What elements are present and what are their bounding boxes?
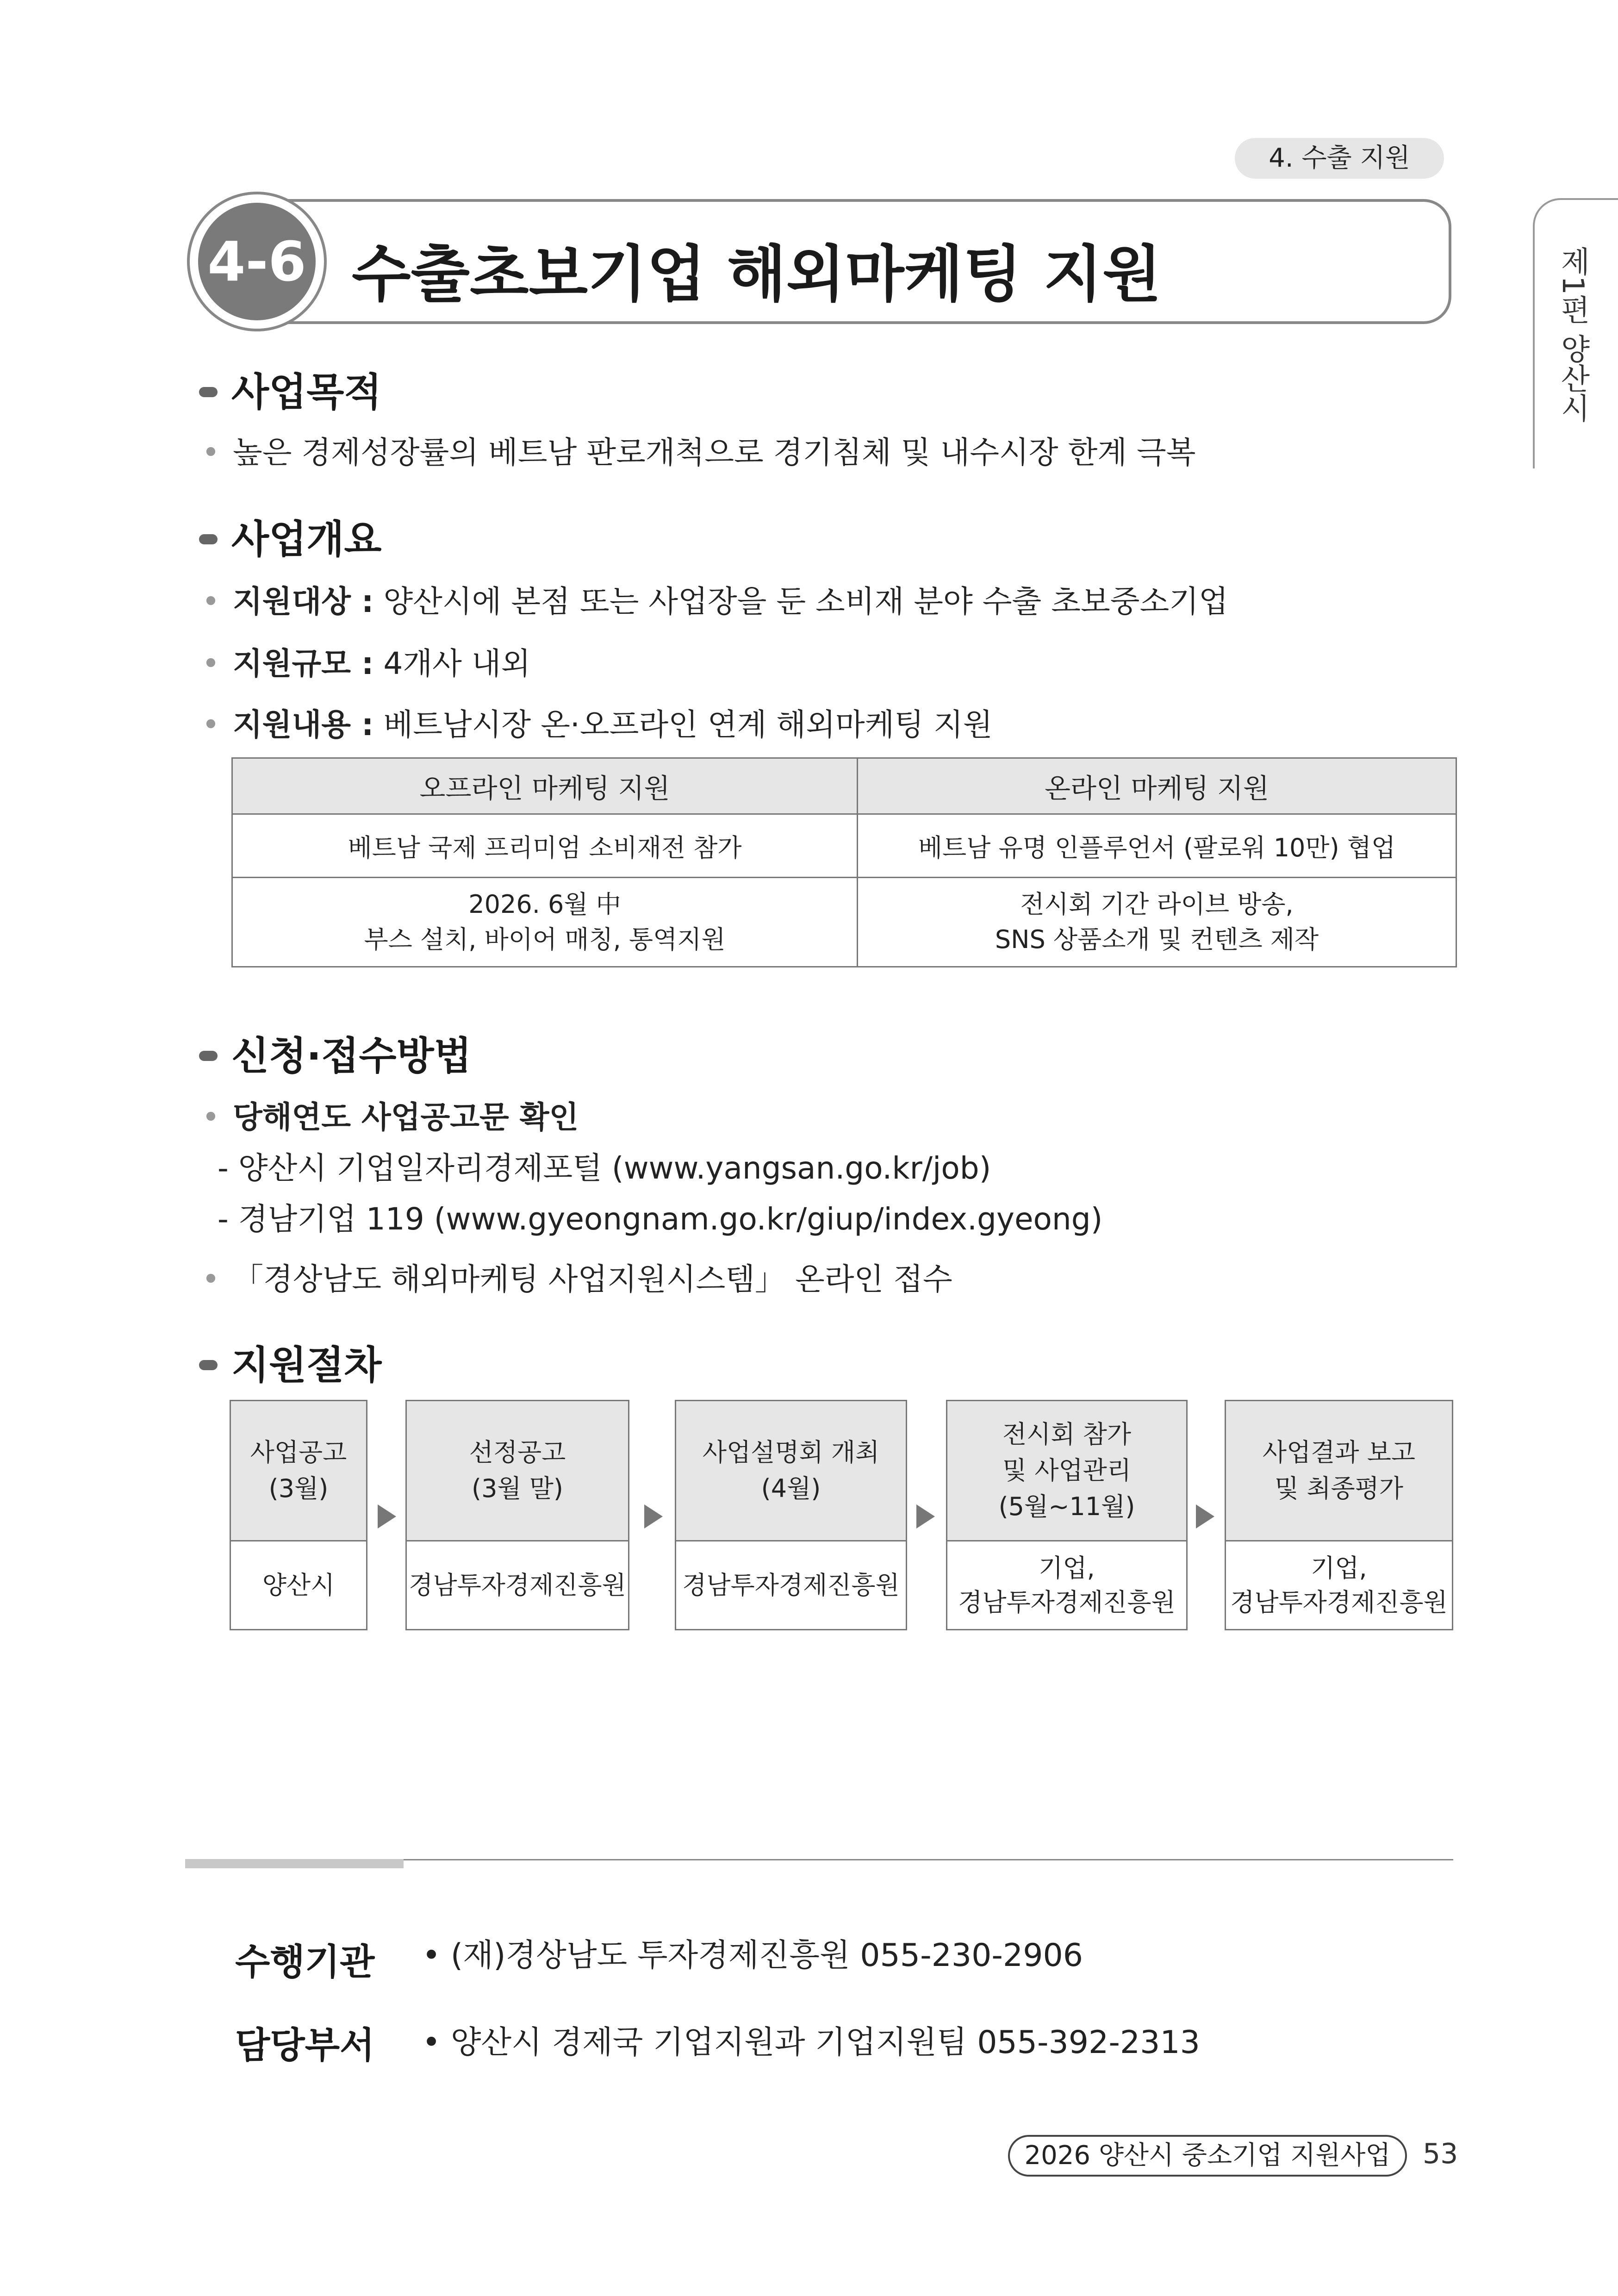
apply-heading: 신청·접수방법: [199, 1025, 472, 1081]
bullet-icon: •: [422, 1937, 451, 1974]
procedure-step-3: [675, 1400, 907, 1630]
agency-label: 수행기관: [235, 1941, 375, 1983]
step-title: 사업설명회 개최 (4월): [676, 1401, 906, 1541]
arrow-right-icon: [644, 1504, 663, 1529]
arrow-right-icon: [916, 1504, 935, 1529]
bullet-icon: •: [202, 1261, 220, 1297]
apply-sub-giup: - 경남기업 119 (www.gyeongnam.go.kr/giup/index.gyeong): [218, 1201, 1103, 1237]
procedure-heading: 지원절차: [199, 1334, 382, 1390]
table-cell: 베트남 국제 프리미엄 소비재전 참가: [232, 814, 858, 878]
side-tab: [1533, 198, 1618, 468]
purpose-item: • 높은 경제성장률의 베트남 판로개척으로 경기침체 및 내수시장 한계 극복: [202, 435, 1196, 470]
heading-dash-icon: [199, 1360, 218, 1370]
table-cell: 전시회 기간 라이브 방송, SNS 상품소개 및 컨텐츠 제작: [858, 878, 1456, 967]
bullet-icon: •: [202, 435, 220, 470]
section-label: 4. 수출 지원: [1235, 138, 1444, 179]
step-title: 사업공고 (3월): [231, 1401, 366, 1541]
table-cell: 2026. 6월 中 부스 설치, 바이어 매칭, 통역지원: [232, 878, 858, 967]
step-title: 전시회 참가 및 사업관리 (5월~11월): [947, 1401, 1186, 1541]
arrow-right-icon: [378, 1504, 396, 1529]
arrow-right-icon: [1196, 1504, 1214, 1529]
overview-item-scale: • 지원규모 : 4개사 내외: [202, 646, 531, 681]
bullet-icon: •: [422, 2024, 451, 2061]
page-number: 53: [1423, 2138, 1458, 2170]
bullet-icon: •: [202, 646, 220, 681]
dept-value: • 양산시 경제국 기업지원과 기업지원팀 055-392-2313: [422, 2024, 1200, 2061]
procedure-step-5: [1225, 1400, 1453, 1630]
procedure-step-4: [946, 1400, 1188, 1630]
bullet-icon: •: [202, 584, 220, 619]
apply-item-notice: • 당해연도 사업공고문 확인: [202, 1099, 579, 1135]
table-row: [232, 878, 1456, 967]
side-tab-label: 제1편 양산시: [1556, 246, 1590, 423]
procedure-step-2: [405, 1400, 629, 1630]
step-owner: 양산시: [262, 1570, 335, 1600]
overview-item-target: • 지원대상 : 양산시에 본점 또는 사업장을 둔 소비재 분야 수출 초보중소기업: [202, 584, 1228, 619]
step-title: 선정공고 (3월 말): [407, 1401, 628, 1541]
footer-divider-accent: [185, 1859, 404, 1868]
agency-value: • (재)경상남도 투자경제진흥원 055-230-2906: [422, 1937, 1083, 1974]
apply-item-online: • 「경상남도 해외마케팅 사업지원시스템」 온라인 접수: [202, 1261, 952, 1297]
heading-dash-icon: [199, 387, 218, 397]
overview-item-content: • 지원내용 : 베트남시장 온·오프라인 연계 해외마케팅 지원: [202, 707, 993, 742]
purpose-heading: 사업목적: [199, 361, 382, 417]
step-owner: 기업, 경남투자경제진흥원: [1230, 1553, 1448, 1617]
table-header-offline: 오프라인 마케팅 지원: [232, 758, 858, 814]
table-cell: 베트남 유명 인플루언서 (팔로워 10만) 협업: [858, 814, 1456, 878]
table-header-online: 온라인 마케팅 지원: [858, 758, 1456, 814]
heading-dash-icon: [199, 534, 218, 544]
bullet-icon: •: [202, 1099, 220, 1135]
overview-heading: 사업개요: [199, 508, 382, 564]
procedure-step-1: [230, 1400, 367, 1630]
bullet-icon: •: [202, 707, 220, 742]
marketing-table: [231, 757, 1457, 967]
step-owner: 경남투자경제진흥원: [682, 1570, 900, 1600]
book-title: 2026 양산시 중소기업 지원사업: [1008, 2135, 1407, 2177]
page-title: 수출초보기업 해외마케팅 지원: [352, 239, 1162, 310]
dept-label: 담당부서: [235, 2025, 375, 2066]
apply-sub-portal: - 양산시 기업일자리경제포털 (www.yangsan.go.kr/job): [218, 1150, 991, 1186]
heading-dash-icon: [199, 1051, 218, 1061]
table-row: [232, 814, 1456, 878]
title-number: 4-6: [198, 203, 316, 320]
step-owner: 기업, 경남투자경제진흥원: [958, 1553, 1176, 1617]
step-title: 사업결과 보고 및 최종평가: [1226, 1401, 1452, 1541]
step-owner: 경남투자경제진흥원: [409, 1570, 626, 1600]
